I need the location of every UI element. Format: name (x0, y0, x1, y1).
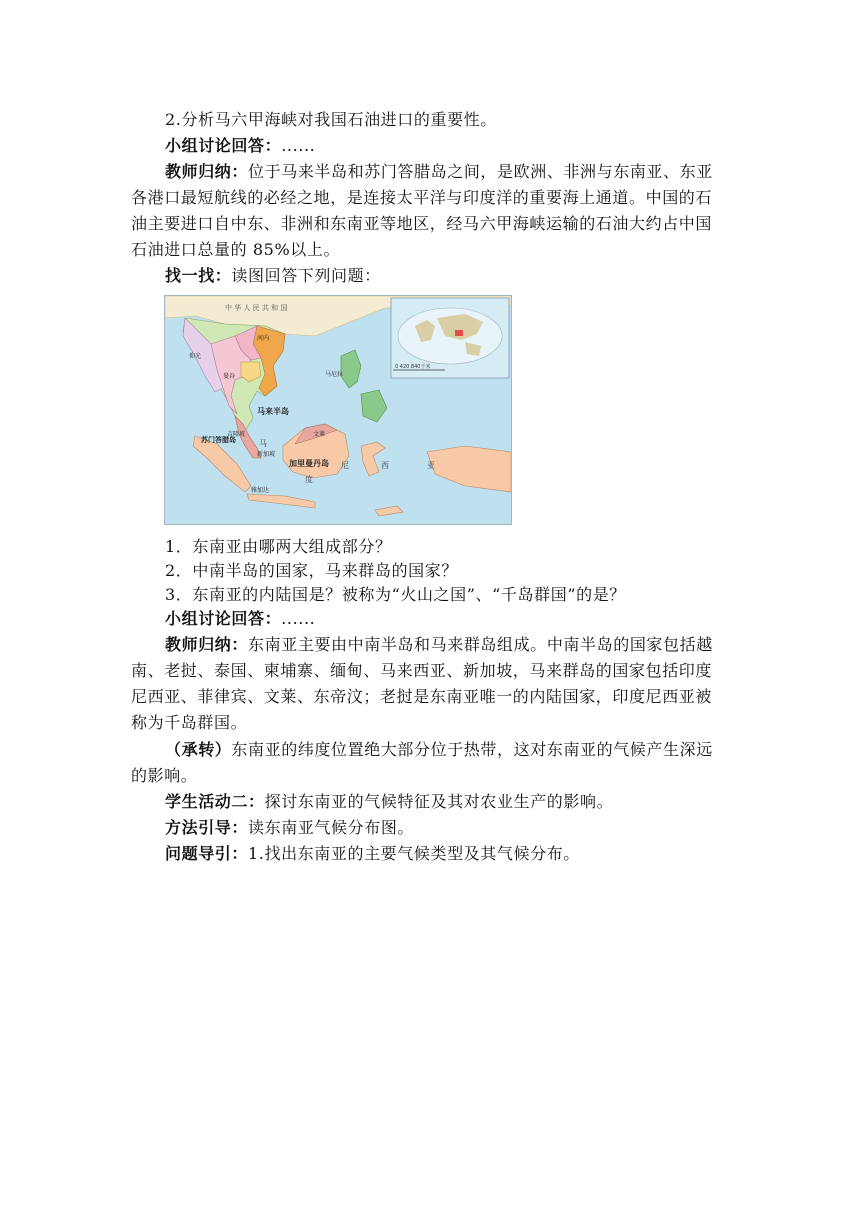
question-guide-text: 1.找出东南亚的主要气候类型及其气候分布。 (248, 844, 580, 863)
discussion-answer-2 (165, 609, 765, 629)
teacher-summary-text-2: 东南亚主要由中南半岛和马来群岛组成。中南半岛的国家包括越 (248, 635, 713, 654)
map-label-bangkok: 曼谷 (223, 373, 236, 380)
map-label-kalimantan: 加里曼丹岛 (289, 459, 329, 468)
map-label-china: 中 华 人 民 共 和 国 (225, 304, 288, 312)
transition-text: 东南亚的纬度位置绝大部分位于热带，这对东南亚的气候产生深远 (231, 740, 713, 759)
map-label-singapore: 新加坡 (257, 451, 276, 458)
transition-line-2: 的影响。 (131, 766, 198, 785)
map-label-jakarta: 雅加达 (251, 487, 270, 494)
map-word-1: 马 (259, 439, 267, 448)
teacher-summary-text: 位于马来半岛和苏门答腊岛之间，是欧洲、非洲与东南亚、东亚 (248, 162, 713, 181)
teacher-summary-1-line-2: 各港口最短航线的必经之地，是连接太平洋与印度洋的重要海上通道。中国的石 (131, 188, 713, 207)
transition-line-1 (165, 740, 765, 760)
question-list-item-1: 1．东南亚由哪两大组成部分？ (165, 537, 392, 556)
discussion-label-2: 小组讨论回答： (165, 609, 282, 628)
map-label-brunei: 文莱 (313, 431, 326, 438)
student-activity-text: 探讨东南亚的气候特征及其对农业生产的影响。 (264, 792, 614, 811)
question-guide-label: 问题导引： (165, 844, 249, 863)
teacher-summary-2-line-1 (165, 635, 765, 655)
teacher-summary-2-line-2: 南、老挝、泰国、柬埔寨、缅甸、马来西亚、新加坡，马来群岛的国家包括印度 (131, 661, 713, 680)
map-word-2: 西 (381, 461, 389, 470)
map-label-kuala-lumpur: 吉隆坡 (227, 431, 246, 438)
map-label-manila: 马尼拉 (325, 371, 344, 378)
method-guide (165, 818, 765, 838)
teacher-summary-label: 教师归纳： (165, 162, 249, 181)
student-activity-label: 学生活动二： (165, 792, 265, 811)
southeast-asia-map (164, 295, 512, 525)
map-scale: 0 420 840千米 (395, 364, 431, 370)
discussion-text-2: ...... (281, 609, 316, 628)
method-guide-text: 读东南亚气候分布图。 (248, 818, 415, 837)
teacher-summary-2-line-4: 称为千岛群国。 (131, 713, 248, 732)
teacher-summary-label-2: 教师归纳： (165, 635, 249, 654)
map-word-3: 亚 (427, 461, 435, 470)
map-label-sumatra: 苏门答腊岛 (201, 436, 236, 444)
transition-label: （承转） (165, 740, 232, 759)
method-guide-label: 方法引导： (165, 818, 249, 837)
find-it-label: 找一找： (165, 266, 232, 285)
question-list-item-2: 2．中南半岛的国家，马来群岛的国家？ (165, 561, 458, 580)
question-2-line: 2.分析马六甲海峡对我国石油进口的重要性。 (165, 110, 497, 129)
find-it-text: 读图回答下列问题： (231, 266, 381, 285)
teacher-summary-1-line-3: 油主要进口自中东、非洲和东南亚等地区，经马六甲海峡运输的石油大约占中国 (131, 214, 713, 233)
teacher-summary-1-line-1 (165, 162, 765, 182)
map-label-yangon: 仰光 (189, 353, 202, 360)
teacher-summary-2-line-3: 尼西亚、菲律宾、文莱、东帝汶；老挝是东南亚唯一的内陆国家，印度尼西亚被 (131, 687, 713, 706)
map-word-5: 度 (305, 475, 313, 484)
map-word-4: 尼 (341, 461, 349, 470)
question-list-item-3: 3．东南亚的内陆国是？被称为“火山之国”、“千岛群国”的是？ (165, 585, 626, 604)
question-guide (165, 844, 765, 864)
map-label-hanoi: 河内 (257, 335, 270, 342)
discussion-text: ...... (281, 136, 316, 155)
discussion-answer-1 (165, 136, 765, 156)
discussion-label: 小组讨论回答： (165, 136, 282, 155)
find-it-line (165, 266, 765, 286)
student-activity-2 (165, 792, 765, 812)
teacher-summary-1-line-4: 石油进口总量的 85%以上。 (131, 240, 341, 259)
map-label-malay-peninsula: 马来半岛 (257, 407, 289, 416)
